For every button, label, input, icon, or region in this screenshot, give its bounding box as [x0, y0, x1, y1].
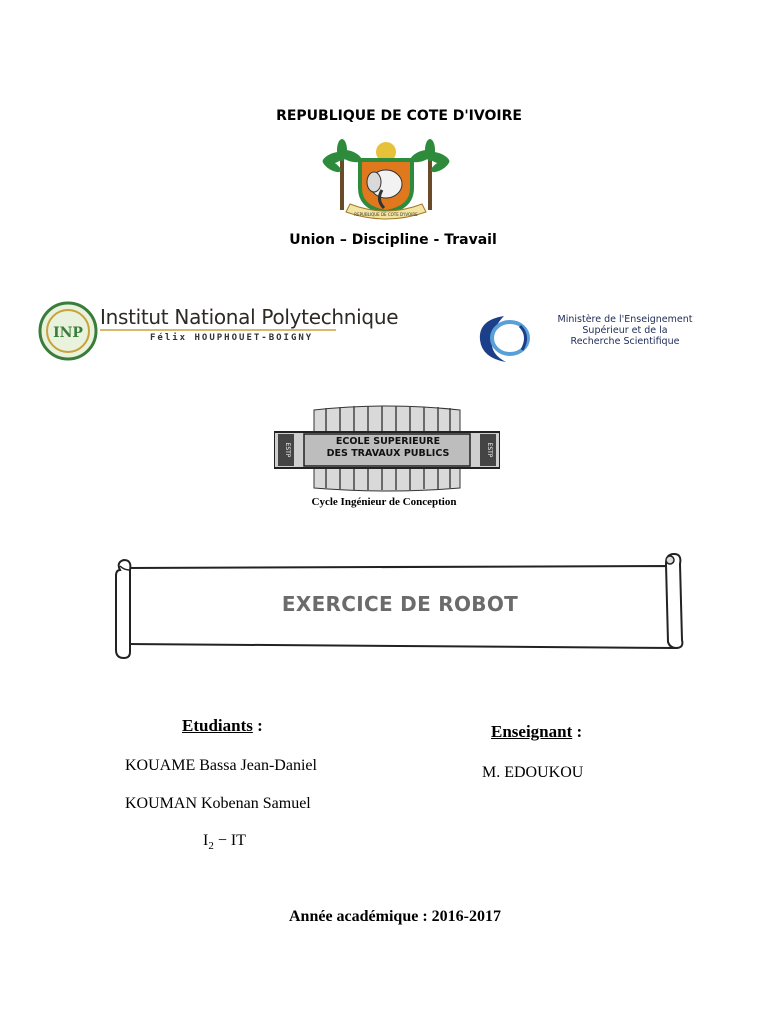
students-label-text: Etudiants [182, 716, 253, 735]
inp-name: Institut National Polytechnique [100, 305, 399, 329]
teacher-label [491, 722, 582, 742]
ministry-line-2: Supérieur et de la [582, 325, 668, 336]
teacher-name: M. EDOUKOU [482, 764, 584, 781]
ministry-text [530, 314, 720, 347]
class-rest: − IT [213, 832, 246, 849]
estp-line-2: DES TRAVAUX PUBLICS [326, 448, 450, 459]
coat-of-arms-logo [322, 138, 450, 220]
class-subscript: 2 [208, 840, 214, 853]
ministry-line-3: Recherche Scientifique [570, 336, 680, 347]
estp-side-left: ESTP [284, 442, 291, 458]
document-title: EXERCICE DE ROBOT [281, 592, 519, 616]
class-label [203, 832, 246, 852]
student-name-1: KOUAME Bassa Jean-Daniel [125, 757, 317, 774]
class-main: I [203, 832, 209, 849]
ministry-line-1: Ministère de l'Enseignement [557, 314, 693, 325]
academic-year: Année académique : 2016-2017 [289, 908, 501, 925]
cycle-label: Cycle Ingénieur de Conception [311, 496, 457, 508]
student-name-2: KOUMAN Kobenan Samuel [125, 795, 311, 812]
teacher-colon: : [572, 722, 583, 741]
inp-subtitle: Félix HOUPHOUET-BOIGNY [150, 333, 314, 343]
estp-name [298, 436, 478, 460]
students-colon: : [252, 716, 263, 735]
estp-side-right: ESTP [486, 442, 493, 458]
republic-heading: REPUBLIQUE DE COTE D'IVOIRE [276, 108, 522, 124]
teacher-label-text: Enseignant [491, 722, 573, 741]
estp-line-1: ECOLE SUPERIEURE [335, 436, 441, 447]
students-label [182, 716, 263, 736]
inp-monogram: INP [53, 325, 83, 341]
coat-of-arms-ribbon-text: REPUBLIQUE DE COTE D'IVOIRE [354, 212, 418, 217]
national-motto: Union – Discipline - Travail [289, 232, 497, 248]
